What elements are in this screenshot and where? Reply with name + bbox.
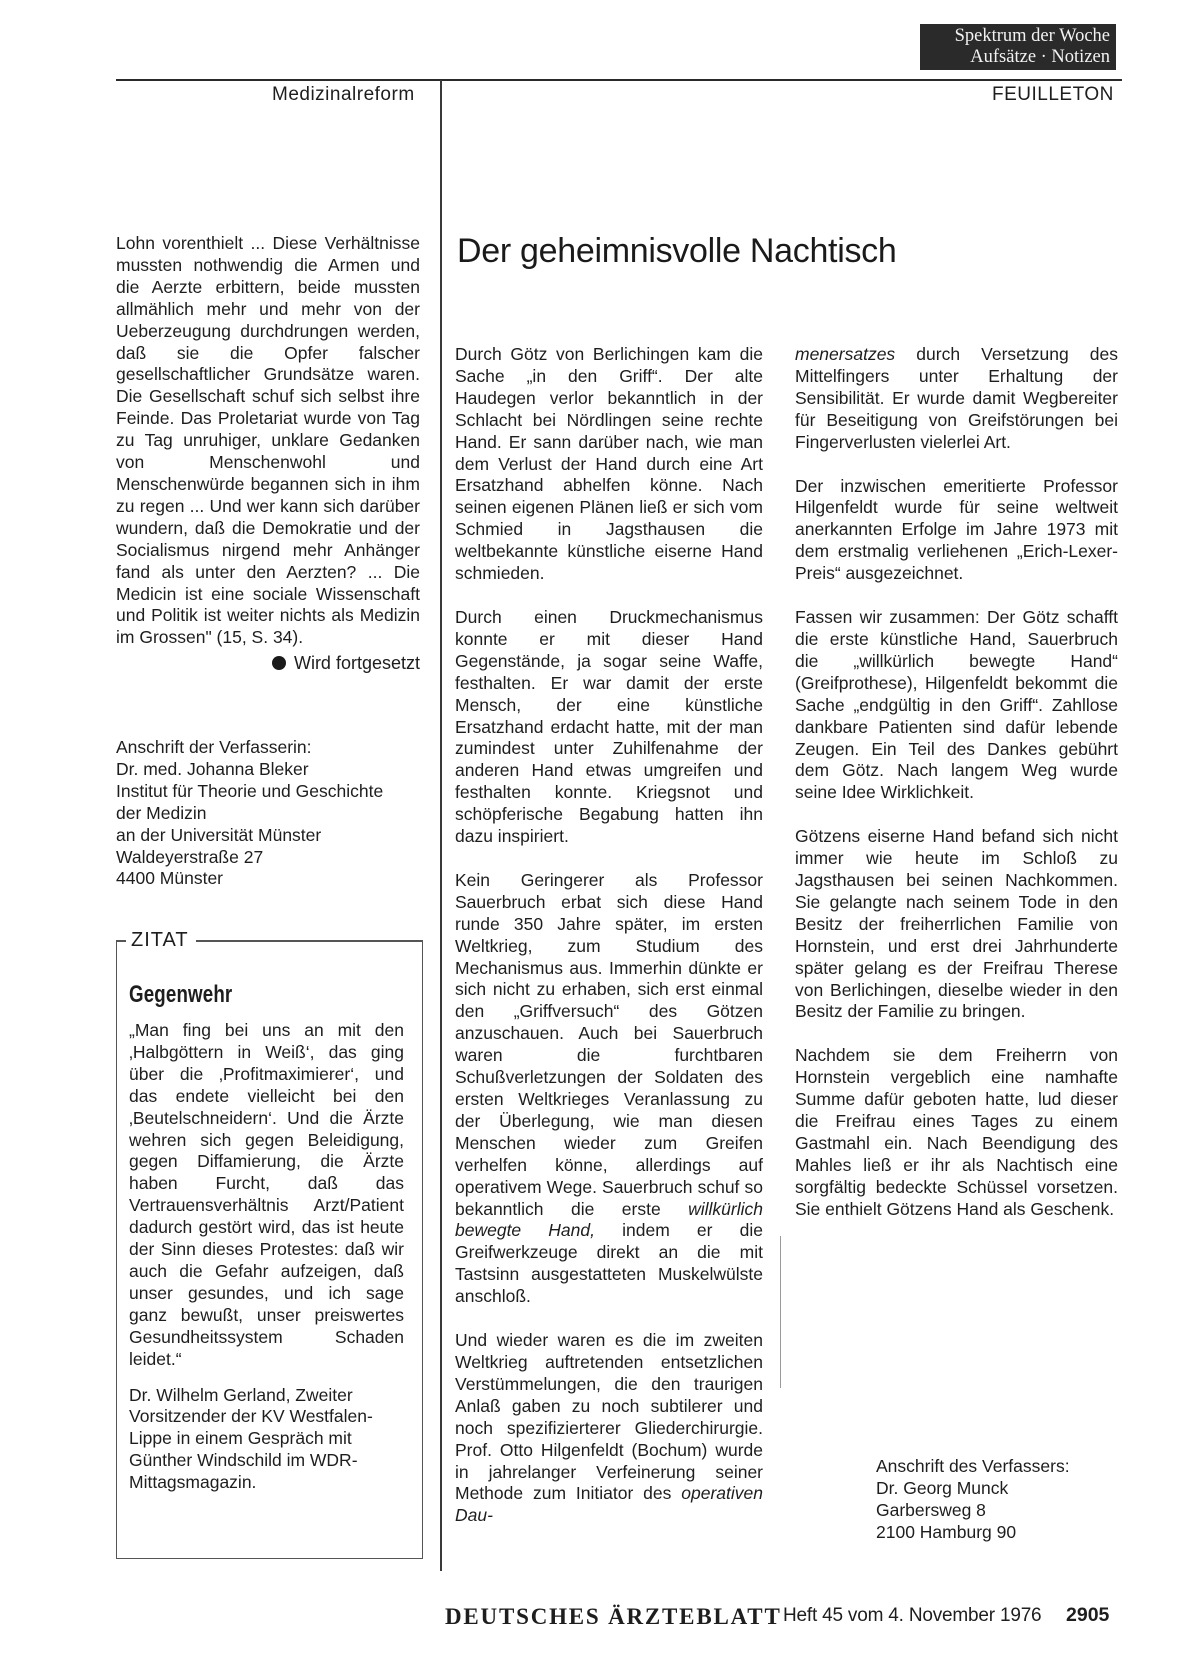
article-column-1 — [455, 344, 763, 1549]
author-address-right — [876, 1456, 1070, 1544]
address-line: Dr. med. Johanna Bleker — [116, 758, 309, 779]
quote-text: „Man fing bei uns an mit den ‚Halbgöttern in Weiß‘, das ging über die ‚Profitmaximierer‘, und das endete vielleicht bei den ‚Beutelschneidern‘. Und die Ärzte wehren sich gegen Beleidigung, gegen Diffamierung, die Ärzte haben Furcht, daß das Vertrauensverhältnis Arzt/Patient dadurch gestört wird, das ist heute der Sinn dieses Protestes: daß wir auch die Gefahr aufzeigen, daß unser gesundes, und ich sage ganz bewußt, unser preiswertes Gesundheitssystem Schaden leidet.“ — [129, 1020, 404, 1369]
emphasis: willkürlich bewegte Hand, — [455, 1198, 763, 1241]
article-paragraph: Götzens eiserne Hand befand sich nicht immer wie heute im Schloß zu Jagsthausen bei seinen Nachkommen. Sie gelangte nach seinem Tode in den Besitz der freiherrlichen Familie von Hornstein, und erst drei Jahrhunderte später gelang es der Freifrau Therese von Berlichingen, dieselbe wieder in den Besitz der Familie zu bringen. — [795, 826, 1118, 1022]
top-rule — [116, 79, 1122, 81]
text-run: durch Versetzung des Mittelfingers unter Erhaltung der Sensibilität. Er wurde damit Wegbereiter für Beseitigung von Greifstörungen bei Fingerverlusten vielerlei Art. — [795, 344, 1118, 452]
left-column — [116, 233, 420, 675]
text-run: Kein Geringerer als Professor Sauerbruch erbat sich diese Hand runde 350 Jahre später, im ersten Weltkrieg, zum Studium des Mechanismus aus. Immerhin dünkte er sich nicht zu erhaben, sich erst einmal den „Griffversuch“ des Götzen anzuschauen. Auch bei Sauerbruch waren die furchtbaren Schußverletzungen der Soldaten des ersten Weltkrieges Veranlassung zu der Überlegung, wie man diesen Menschen wieder zum Greifen verhelfen könne, allerdings auf operativem Wege. Sauerbruch schuf so bekanntlich die erste — [455, 869, 763, 1219]
address-line: 2100 Hamburg 90 — [876, 1521, 1017, 1542]
article-paragraph: Durch Götz von Berlichingen kam die Sache „in den Griff“. Der alte Haudegen verlor bekanntlich in der Schlacht bei Nördlingen seine rechte Hand. Er sann darüber nach, wie man dem Verlust der Hand durch eine Art Ersatzhand abhelfen könne. Nach seinen eigenen Plänen ließ er sich vom Schmied in Jagsthausen die weltbekannte künstliche eiserne Hand schmieden. — [455, 344, 763, 584]
address-line: der Medizin — [116, 802, 207, 823]
page-number: 2905 — [1066, 1604, 1110, 1626]
quote-box-label: ZITAT — [131, 929, 189, 951]
article-paragraph: Durch einen Druckmechanismus konnte er mit dieser Hand Gegenstände, ja sogar seine Waffe, festhalten. Er war damit der erste Mensch, der eine künstliche Ersatzhand erdacht hatte, mit der man zumindest unter Zuhilfenahme der anderen Hand etwas umgreifen und festhalten konnte. Kriegsnot und schöpferische Begabung hatten ihn dazu inspiriert. — [455, 606, 763, 847]
address-line: Institut für Theorie und Geschichte — [116, 780, 384, 801]
author-address-left — [116, 737, 383, 890]
quote-box-top-left — [116, 940, 126, 942]
article-paragraph: Der inzwischen emeritierte Professor Hilgenfeldt wurde für seine weltweit anerkannten Erfolge im Jahre 1973 mit dem erstmalig verliehenen „Erich-Lexer-Preis“ ausgezeichnet. — [795, 475, 1118, 584]
article-title: Der geheimnisvolle Nachtisch — [457, 232, 897, 270]
left-column-body: Lohn vorenthielt ... Diese Verhältnisse mussten nothwendig die Armen und die Aerzte erbittern, beide mussten allmählich mehr und mehr von der Ueberzeugung durchdrungen werden, daß sie die Opfer falscher gesellschaftlicher Grundsätze waren. Die Gesellschaft schuf sich selbst ihre Feinde. Das Proletariat wurde von Tag zu Tag unruhiger, unklare Gedanken von Menschenwohl und Menschenwürde begannen sich in ihm zu regen ... Und wer kann sich darüber wundern, daß die Demokratie und der Socialismus nirgend mehr Anhänger fand als unter den Aerzten? ... Die Medicin ist eine sociale Wissenschaft und Politik ist weiter nichts als Medizin im Grossen" (15, S. 34). — [116, 233, 420, 648]
address-line: Dr. Georg Munck — [876, 1477, 1009, 1498]
text-run: indem er die Greifwerkzeuge direkt an die mit Tastsinn ausgestatteten Muskelwülste anschloß. — [455, 1220, 763, 1307]
article-paragraph — [455, 870, 763, 1308]
section-label-right: FEUILLETON — [992, 84, 1114, 105]
section-label-left: Medizinalreform — [272, 84, 415, 105]
quote-source: Dr. Wilhelm Gerland, Zweiter Vorsitzender der KV Westfalen-Lippe in einem Gespräch mit Günther Windschild im WDR-Mittagsmagazin. — [129, 1384, 373, 1493]
quote-content — [129, 1020, 404, 1494]
publication-name: DEUTSCHES ÄRZTEBLATT — [445, 1604, 782, 1629]
badge-line-2: Aufsätze · Notizen — [970, 47, 1110, 67]
badge-line-1: Spektrum der Woche — [954, 26, 1110, 46]
emphasis: menersatzes — [795, 344, 896, 364]
continued-label: Wird fortgesetzt — [293, 653, 420, 674]
article-paragraph: Fassen wir zusammen: Der Götz schafft die erste künstliche Hand, Sauerbruch die „willkürlich bewegte Hand“ (Greifprothese), Hilgenfeldt bekommt die Sache „endgültig in den Griff“. Zahllose dankbare Patienten sind dafür lebende Zeugen. Ein Teil des Dankes gebührt dem Götz. Nach langem Weg wurde seine Idee Wirklichkeit. — [795, 607, 1118, 803]
article-paragraph — [455, 1330, 763, 1527]
article-column-2 — [795, 344, 1118, 1243]
quote-heading: Gegenwehr — [129, 981, 233, 1008]
quote-box-top-right — [196, 940, 423, 942]
section-badge — [920, 24, 1116, 70]
article-paragraph: Nachdem sie dem Freiherrn von Hornstein vergeblich eine namhafte Summe dafür geboten hatte, lud dieser die Freifrau eines Tages zu einem Gastmahl ein. Nach Beendigung des Mahles ließ er ihr als Nachtisch eine sorgfältig bedeckte Schüssel vorsetzen. Sie enthielt Götzens Hand als Geschenk. — [795, 1045, 1118, 1219]
address-line: 4400 Münster — [116, 868, 224, 889]
address-line: Waldeyerstraße 27 — [116, 846, 264, 867]
column-divider-minor — [780, 1236, 781, 1388]
issue-info: Heft 45 vom 4. November 1976 — [783, 1605, 1042, 1626]
address-line: Anschrift des Verfassers: — [876, 1456, 1070, 1476]
address-line: Garbersweg 8 — [876, 1499, 986, 1520]
text-run: Und wieder waren es die im zweiten Weltkrieg auftretenden entsetzlichen Verstümmelungen, die den traurigen Anlaß gaben zu noch subtilerer und noch spezifizierterer Gliederchirurgie. Prof. Otto Hilgenfeldt (Bochum) wurde in jahrelanger Verfeinerung seiner Methode zum Initiator des — [455, 1330, 763, 1504]
address-line: Anschrift der Verfasserin: — [116, 737, 312, 757]
article-paragraph — [795, 344, 1118, 454]
address-line: an der Universität Münster — [116, 824, 322, 845]
continued-note — [116, 653, 420, 675]
bullet-icon — [272, 656, 286, 670]
column-divider — [440, 80, 442, 1571]
emphasis: operativen Dau- — [455, 1483, 763, 1526]
